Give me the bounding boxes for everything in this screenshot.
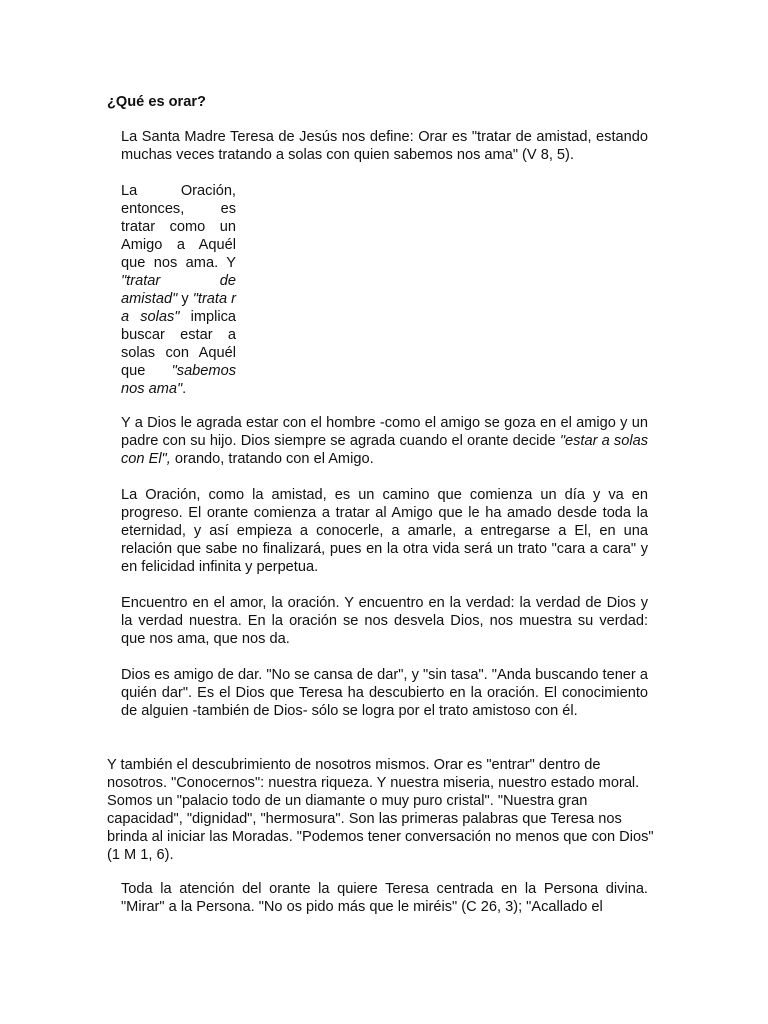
paragraph-camino: La Oración, como la amistad, es un camino que comienza un día y va en progreso. El orante comienza a tratar al Amigo que le ha amado desde toda la eternidad, y así empieza a conocerle, a amarle, a entregarse a El, en una relación que sabe no finalizará, pues en la otra vida será un trato "cara a cara" y en felicidad infinita y perpetua. (121, 487, 648, 575)
italic-quote: "sabemos nos ama" (121, 363, 236, 397)
text-run: y (177, 291, 193, 307)
text-run: . (182, 381, 187, 397)
italic-quote: "trata r a solas" (121, 291, 237, 325)
italic-quote: "estar a solas con El", (121, 433, 648, 467)
paragraph-encuentro: Encuentro en el amor, la oración. Y encuentro en la verdad: la verdad de Dios y la verdad nuestra. En la oración se nos desvela Dios, nos muestra su verdad: que nos ama, que nos da. (121, 595, 648, 647)
text-run: Y a Dios le agrada estar con el hombre -como el amigo se goza en el amigo y un padre con su hijo. Dios siempre se agrada cuando el orante decide (121, 415, 648, 449)
italic-quote: "tratar de amistad" (121, 273, 236, 307)
paragraph-definition: La Santa Madre Teresa de Jesús nos define: Orar es "tratar de amistad, estando muchas veces tratando a solas con quien sabemos nos ama" (V 8, 5). (121, 129, 648, 163)
section-heading: ¿Qué es orar? (107, 94, 206, 110)
paragraph-descubrimiento: Y también el descubrimiento de nosotros mismos. Orar es "entrar" dentro de nosotros. "Conocernos": nuestra riqueza. Y nuestra miseria, nuestro estado moral. Somos un "palacio todo de un diamante o muy puro cristal". "Nuestra gran capacidad", "dignidad", "hermosura". Son las primeras palabras que Teresa nos brinda al iniciar las Moradas. "Podemos tener conversación no menos que con Dios" (1 M 1, 6). (107, 757, 654, 863)
text-run: implica buscar estar a solas con Aquél que (121, 309, 237, 379)
text-run: La Oración, entonces, es tratar como un Amigo a Aquél que nos ama. Y (121, 183, 236, 271)
paragraph-amigo-de-dar: Dios es amigo de dar. "No se cansa de dar", y "sin tasa". "Anda buscando tener a quién dar". Es el Dios que Teresa ha descubierto en la oración. El conocimiento de alguien -también de Dios- sólo se logra por el trato amistoso con él. (121, 667, 648, 719)
paragraph-atencion: Toda la atención del orante la quiere Teresa centrada en la Persona divina. "Mirar" a la Persona. "No os pido más que le miréis" (C 26, 3); "Acallado el (121, 881, 648, 915)
text-run: orando, tratando con el Amigo. (170, 451, 374, 467)
